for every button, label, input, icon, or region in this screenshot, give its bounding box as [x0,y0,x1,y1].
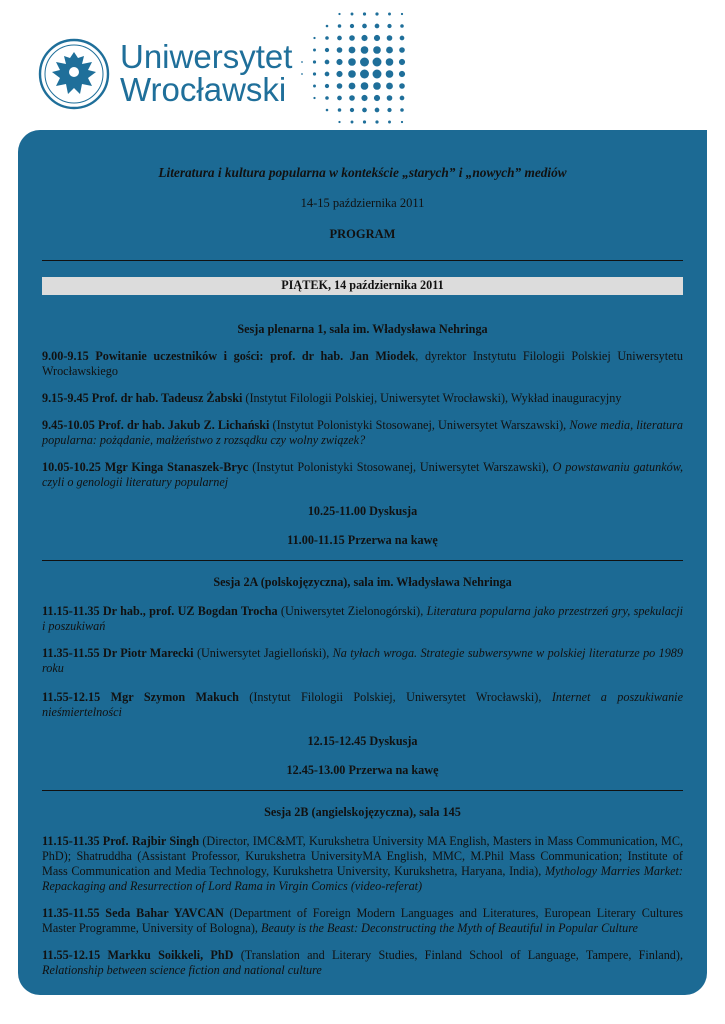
pattern-dot [386,47,393,54]
pattern-dot [313,49,316,52]
header [0,0,725,140]
pattern-dot [325,36,329,40]
talk-entry [42,604,683,634]
talk-title: Literatura popularna jako przestrzeń gry, spekulacji i poszukiwań [42,604,683,633]
talk-time-speaker: 11.15-11.35 Prof. Rajbir Singh [42,834,200,848]
pattern-dot [325,48,329,52]
brand-line-2: Wrocławski [120,71,287,108]
pattern-dot [400,108,404,112]
pattern-dot [399,71,405,77]
university-name [120,40,292,106]
program-heading: PROGRAM [329,227,396,241]
pattern-dot [362,24,367,29]
pattern-dot [349,83,356,90]
pattern-dot [362,108,367,113]
session-heading: Sesja plenarna 1, sala im. Władysława Nehringa [237,322,488,336]
pattern-dot [348,58,356,66]
talk-entry [42,646,683,676]
pattern-dot [351,13,354,16]
pattern-dot [337,36,342,41]
divider [42,560,683,561]
talk-entry [42,948,683,978]
talk-title: Relationship between science fiction and national culture [42,963,322,977]
pattern-dot [361,35,367,41]
talk-time-speaker: 11.15-11.35 Dr hab., prof. UZ Bogdan Trocha [42,604,278,618]
decorative-dot-pattern [296,8,411,128]
talk-time-speaker: 11.55-12.15 Mgr Szymon Makuch [42,690,239,704]
pattern-dot [338,24,342,28]
pattern-dot [400,96,405,101]
session-heading: Sesja 2B (angielskojęzyczna), sala 145 [264,805,461,819]
program-document [42,160,683,978]
talk-affiliation: (Instytut Filologii Polskiej, Uniwersytet Wrocławski), [238,690,552,704]
talk-entry [42,391,683,406]
pattern-dot [361,95,367,101]
coffee-break-slot: 11.00-11.15 Przerwa na kawę [287,533,438,547]
pattern-dot [363,12,366,15]
pattern-dot [363,120,366,123]
pattern-dot [351,121,354,124]
pattern-dot [373,70,382,79]
divider [42,260,683,261]
talk-title: Internet a poszukiwanie nieśmiertelności [42,690,683,719]
pattern-dot [326,25,329,28]
talk-affiliation: , dyrektor Instytutu Filologii Polskiej Uniwersytetu Wrocławskiego [42,349,683,378]
pattern-dot [325,60,330,65]
pattern-dot [361,46,369,54]
pattern-dot [400,36,405,41]
pattern-dot [361,82,369,90]
pattern-dot [386,58,394,66]
pattern-dot [349,95,355,101]
pattern-dot [313,60,316,63]
pattern-dot [375,120,378,123]
coffee-break-slot: 12.45-13.00 Przerwa na kawę [286,763,439,777]
pattern-dot [388,121,391,124]
pattern-dot [349,47,356,54]
talk-title: Mythology Marries Market: Repackaging and Resurrection of Lord Rama in Virgin Comics (video-referat) [42,864,683,893]
pattern-dot [313,97,315,99]
pattern-dot [337,47,343,53]
pattern-dot [338,121,340,123]
talk-affiliation: (Instytut Polonistyki Stosowanej, Uniwersytet Warszawski), [248,460,553,474]
pattern-dot [360,70,369,79]
talk-entry [42,349,683,379]
pattern-dot [325,72,330,77]
pattern-dot [387,108,391,112]
discussion-slot: 10.25-11.00 Dyskusja [307,504,418,518]
talk-time-speaker: 11.55-12.15 Markku Soikkeli, PhD [42,948,234,962]
pattern-dot [338,108,342,112]
pattern-dot [399,47,405,53]
pattern-dot [401,13,403,15]
talk-title: Na tyłach wroga. Strategie subwersywne w polskiej literaturze po 1989 roku [42,646,683,675]
talk-entry [42,690,683,720]
pattern-dot [326,109,329,112]
pattern-dot [313,72,316,75]
pattern-dot [336,71,342,77]
talk-entry [42,834,683,894]
divider [42,790,683,791]
talk-title: O powstawaniu gatunków, czyli o genologii literatury popularnej [42,460,683,489]
pattern-dot [401,121,403,123]
pattern-dot [375,12,378,15]
pattern-dot [387,95,393,101]
session-heading: Sesja 2A (polskojęzyczna), sala im. Władysława Nehringa [213,575,512,589]
talk-affiliation: (Uniwersytet Zielonogórski), [277,604,427,618]
pattern-dot [386,70,394,78]
pattern-dot [348,70,356,78]
pattern-dot [360,58,369,67]
university-crest-logo[interactable] [38,38,110,110]
talk-title: Nowe media, literatura popularna: pożądanie, małżeństwo z rozsądku czy wolny związek? [42,418,683,447]
pattern-dot [313,37,315,39]
pattern-dot [338,13,340,15]
talk-affiliation: (Director, IMC&MT, Kurukshetra University MA English, Masters in Mass Communication, MC, PhD); Shatruddha (Assistant Professor, Kurukshetra UniversityMA English, MMC, M.Phil Mass Communication; Institute of Mass Communication and Media Technology, Kurukshetra University, Kurukshetra, Haryana, India), [42,834,683,878]
talk-affiliation: (Translation and Literary Studies, Finland School of Language, Tampere, Finland), [233,948,683,962]
discussion-slot: 12.15-12.45 Dyskusja [307,734,418,748]
pattern-dot [301,73,303,75]
conference-title: Literatura i kultura popularna w kontekście „starych” i „nowych” mediów [158,165,567,180]
talk-time-speaker: 11.35-11.55 Seda Bahar YAVCAN [42,906,224,920]
pattern-dot [374,95,380,101]
talk-time-speaker: 9.15-9.45 Prof. dr hab. Tadeusz Żabski [42,391,243,405]
brand-line-1: Uniwersytet [120,38,293,75]
talk-entry [42,418,683,448]
pattern-dot [375,24,380,29]
pattern-dot [399,59,405,65]
conference-dates: 14-15 października 2011 [300,196,425,210]
pattern-dot [373,82,381,90]
pattern-dot [337,96,342,101]
pattern-dot [313,85,316,88]
pattern-dot [301,61,303,63]
pattern-dot [325,84,329,88]
pattern-dot [375,108,380,113]
pattern-dot [374,35,380,41]
pattern-dot [349,35,355,41]
pattern-dot [350,108,354,112]
day-banner: PIĄTEK, 14 października 2011 [42,277,683,295]
pattern-dot [337,83,343,89]
talk-affiliation: (Instytut Filologii Polskiej, Uniwersytet Wrocławski), Wykład inauguracyjny [242,391,622,405]
pattern-dot [373,58,382,67]
talk-time-speaker: 9.00-9.15 Powitanie uczestników i gości: prof. dr hab. Jan Miodek [42,349,416,363]
talk-entry [42,906,683,936]
pattern-dot [325,96,329,100]
pattern-dot [336,59,342,65]
talk-entry [42,460,683,490]
pattern-dot [400,24,404,28]
talk-time-speaker: 9.45-10.05 Prof. dr hab. Jakub Z. Lichański [42,418,270,432]
pattern-dot [373,46,381,54]
talk-affiliation: (Instytut Polonistyki Stosowanej, Uniwersytet Warszawski), [269,418,570,432]
pattern-dot [388,13,391,16]
pattern-dot [387,24,391,28]
talk-time-speaker: 11.35-11.55 Dr Piotr Marecki [42,646,194,660]
talk-affiliation: (Department of Foreign Modern Languages and Literatures, European Literary Cultures Master Programme, University of Bologna), [42,906,683,935]
pattern-dot [386,83,393,90]
talk-time-speaker: 10.05-10.25 Mgr Kinga Stanaszek-Bryc [42,460,249,474]
pattern-dot [399,83,405,89]
pattern-dot [387,35,393,41]
talk-affiliation: (Uniwersytet Jagielloński), [193,646,333,660]
pattern-dot [350,24,354,28]
talk-title: Beauty is the Beast: Deconstructing the Myth of Beautiful in Popular Culture [261,921,638,935]
